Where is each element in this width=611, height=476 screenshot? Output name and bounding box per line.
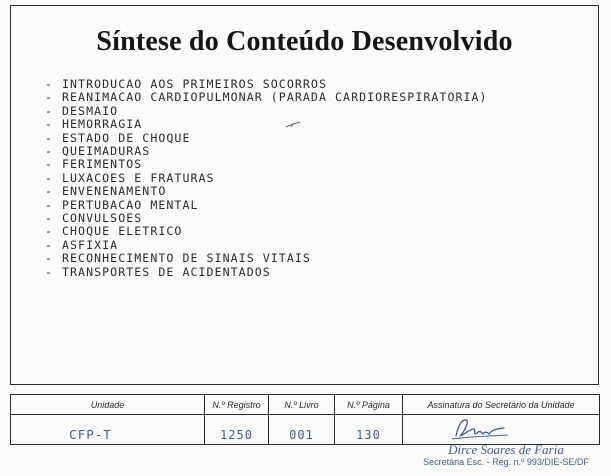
list-dash: - [45,103,54,118]
topic-text: TRANSPORTES DE ACIDENTADOS [62,264,271,279]
list-dash: - [45,130,54,145]
topic-item [45,252,488,265]
topic-text: LUXACOES E FRATURAS [62,170,215,185]
topic-item [45,132,488,145]
topic-item [45,78,488,91]
topic-item [45,225,488,238]
topic-text: CONVULSOES [62,211,143,226]
stamp-name: Dirce Soares de Faria [448,442,564,457]
topic-item [45,239,488,252]
topic-item [45,158,488,171]
header-pagina: N.º Página [335,395,403,415]
value-registro: 1250 [220,428,253,442]
value-unidade: CFP-T [69,427,112,442]
value-livro: 001 [289,428,314,442]
topic-text: DESMAIO [62,103,119,118]
cell-unidade [11,415,205,445]
topic-item [45,266,488,279]
topic-text: ESTADO DE CHOQUE [62,130,191,145]
topic-text: PERTUBACAO MENTAL [62,197,199,212]
topic-item [45,185,488,198]
topic-item [45,105,488,118]
topic-item [45,91,488,104]
secretary-stamp [416,443,596,468]
topic-text: QUEIMADURAS [62,144,151,159]
header-assinatura: Assinatura do Secretário da Unidade [403,395,600,415]
list-dash: - [45,251,54,266]
header-unidade: Unidade [11,395,205,415]
topic-text: ASFIXIA [62,237,119,252]
list-dash: - [45,224,54,239]
pen-stroke-mark [285,121,301,129]
stamp-role: Secretária Esc. - Reg. n.º 993/DIE-SE/DF [423,457,589,467]
topic-item [45,172,488,185]
topics-list [45,78,488,279]
handwritten-signature [446,414,512,444]
cell-pagina [335,415,403,445]
list-dash: - [45,77,54,91]
list-dash: - [45,170,54,185]
topic-item [45,199,488,212]
value-pagina: 130 [356,428,381,442]
topic-text: CHOQUE ELETRICO [62,224,183,239]
topic-item [45,118,488,131]
list-dash: - [45,144,54,159]
cell-registro [205,415,269,445]
topic-text: RECONHECIMENTO DE SINAIS VITAIS [62,251,311,266]
topic-item [45,212,488,225]
topic-text: FERIMENTOS [62,157,143,172]
content-box [10,5,599,385]
list-dash: - [45,157,54,172]
header-livro: N.º Livro [269,395,335,415]
registration-header-row [11,395,600,415]
list-dash: - [45,211,54,226]
header-registro: N.º Registro [205,395,269,415]
page-title: Síntese do Conteúdo Desenvolvido [96,26,513,57]
list-dash: - [45,197,54,212]
topic-text: ENVENENAMENTO [62,184,167,199]
topic-text: REANIMACAO CARDIOPULMONAR (PARADA CARDIORESPIRATORIA) [62,90,488,105]
list-dash: - [45,184,54,199]
topic-text: HEMORRAGIA [62,117,143,132]
list-dash: - [45,237,54,252]
topic-item [45,145,488,158]
list-dash: - [45,90,54,105]
list-dash: - [45,117,54,132]
cell-livro [269,415,335,445]
topic-text: INTRODUCAO AOS PRIMEIROS SOCORROS [62,77,327,91]
list-dash: - [45,264,54,279]
